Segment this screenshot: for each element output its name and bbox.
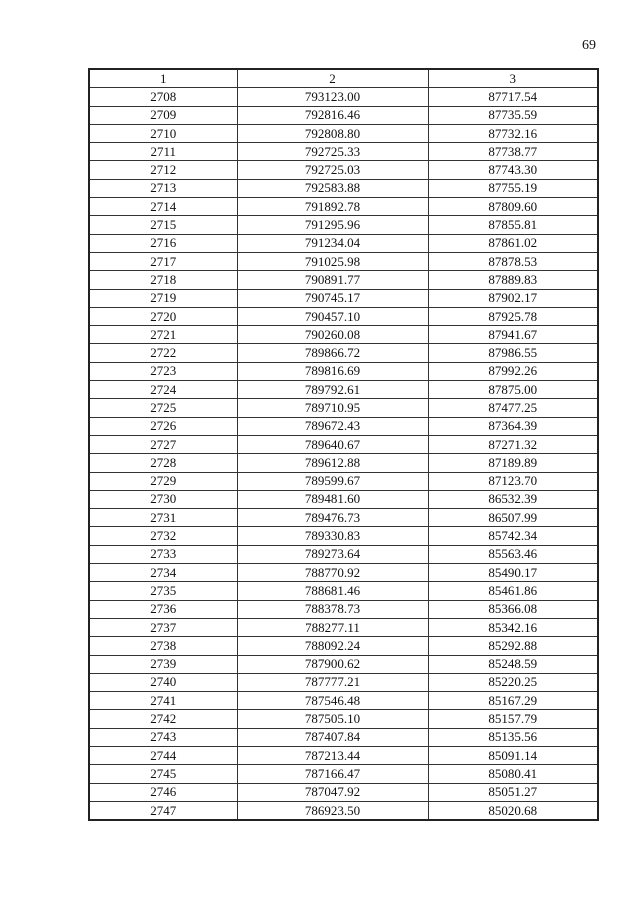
- table-cell-col-3: 87875.00: [428, 381, 598, 399]
- table-cell-col-3: 87855.81: [428, 216, 598, 234]
- table-cell-col-2: 789640.67: [237, 435, 428, 453]
- table-cell-col-1: 2738: [89, 637, 237, 655]
- table-cell-col-2: 789476.73: [237, 509, 428, 527]
- table-cell-col-1: 2730: [89, 490, 237, 508]
- table-cell-col-3: 87364.39: [428, 417, 598, 435]
- table-cell-col-2: 789866.72: [237, 344, 428, 362]
- table-cell-col-2: 789612.88: [237, 454, 428, 472]
- table-cell-col-2: 792816.46: [237, 106, 428, 124]
- table-row: [89, 252, 598, 270]
- table-cell-col-3: 85051.27: [428, 783, 598, 801]
- table-row: [89, 582, 598, 600]
- table-cell-col-2: 790260.08: [237, 326, 428, 344]
- table-cell-col-2: 793123.00: [237, 88, 428, 106]
- table-row: [89, 454, 598, 472]
- table-cell-col-3: 85742.34: [428, 527, 598, 545]
- table-cell-col-2: 791892.78: [237, 198, 428, 216]
- table-cell-col-2: 790891.77: [237, 271, 428, 289]
- column-header-3: 3: [428, 69, 598, 88]
- table-row: [89, 216, 598, 234]
- table-cell-col-3: 87755.19: [428, 179, 598, 197]
- column-header-2: 2: [237, 69, 428, 88]
- table-cell-col-1: 2737: [89, 618, 237, 636]
- table-cell-col-1: 2742: [89, 710, 237, 728]
- table-cell-col-3: 85292.88: [428, 637, 598, 655]
- table-cell-col-2: 787777.21: [237, 673, 428, 691]
- table-cell-col-3: 87861.02: [428, 234, 598, 252]
- table-cell-col-1: 2724: [89, 381, 237, 399]
- table-cell-col-3: 85461.86: [428, 582, 598, 600]
- table-cell-col-2: 790745.17: [237, 289, 428, 307]
- table-cell-col-1: 2732: [89, 527, 237, 545]
- table-cell-col-1: 2717: [89, 252, 237, 270]
- table-row: [89, 326, 598, 344]
- table-cell-col-2: 792583.88: [237, 179, 428, 197]
- table-row: [89, 728, 598, 746]
- table-cell-col-3: 87735.59: [428, 106, 598, 124]
- table-cell-col-1: 2716: [89, 234, 237, 252]
- table-cell-col-3: 87738.77: [428, 143, 598, 161]
- table-cell-col-3: 85220.25: [428, 673, 598, 691]
- table-cell-col-2: 792725.33: [237, 143, 428, 161]
- table-cell-col-1: 2746: [89, 783, 237, 801]
- table-cell-col-3: 87889.83: [428, 271, 598, 289]
- table-row: [89, 198, 598, 216]
- table-cell-col-3: 85091.14: [428, 746, 598, 764]
- table-cell-col-3: 87189.89: [428, 454, 598, 472]
- table-cell-col-1: 2741: [89, 692, 237, 710]
- table-row: [89, 765, 598, 783]
- page-number: 69: [582, 38, 596, 53]
- table-cell-col-2: 788378.73: [237, 600, 428, 618]
- table-cell-col-1: 2710: [89, 124, 237, 142]
- table-cell-col-1: 2727: [89, 435, 237, 453]
- table-cell-col-2: 788681.46: [237, 582, 428, 600]
- table-cell-col-2: 787166.47: [237, 765, 428, 783]
- table-cell-col-2: 790457.10: [237, 307, 428, 325]
- table-cell-col-1: 2740: [89, 673, 237, 691]
- table-cell-col-1: 2747: [89, 801, 237, 820]
- table-row: [89, 545, 598, 563]
- table-body: [89, 88, 598, 820]
- table-cell-col-2: 787407.84: [237, 728, 428, 746]
- table-cell-col-3: 85080.41: [428, 765, 598, 783]
- table-cell-col-2: 789273.64: [237, 545, 428, 563]
- table-row: [89, 106, 598, 124]
- table-cell-col-1: 2718: [89, 271, 237, 289]
- table-cell-col-2: 789672.43: [237, 417, 428, 435]
- table-cell-col-3: 85157.79: [428, 710, 598, 728]
- table-row: [89, 234, 598, 252]
- table-cell-col-2: 787900.62: [237, 655, 428, 673]
- table-cell-col-1: 2712: [89, 161, 237, 179]
- table-header-row: [89, 69, 598, 88]
- coordinates-table-container: [88, 68, 597, 821]
- table-cell-col-2: 789481.60: [237, 490, 428, 508]
- table-cell-col-1: 2735: [89, 582, 237, 600]
- table-cell-col-1: 2725: [89, 399, 237, 417]
- table-cell-col-1: 2723: [89, 362, 237, 380]
- table-cell-col-1: 2708: [89, 88, 237, 106]
- table-cell-col-1: 2720: [89, 307, 237, 325]
- table-cell-col-3: 87902.17: [428, 289, 598, 307]
- table-row: [89, 307, 598, 325]
- table-cell-col-1: 2721: [89, 326, 237, 344]
- table-row: [89, 124, 598, 142]
- table-cell-col-1: 2714: [89, 198, 237, 216]
- table-row: [89, 710, 598, 728]
- table-cell-col-3: 85135.56: [428, 728, 598, 746]
- table-cell-col-1: 2728: [89, 454, 237, 472]
- table-row: [89, 472, 598, 490]
- table-row: [89, 783, 598, 801]
- table-cell-col-2: 792725.03: [237, 161, 428, 179]
- table-cell-col-3: 87732.16: [428, 124, 598, 142]
- table-cell-col-3: 87271.32: [428, 435, 598, 453]
- table-cell-col-1: 2719: [89, 289, 237, 307]
- table-cell-col-3: 85490.17: [428, 564, 598, 582]
- table-row: [89, 801, 598, 820]
- table-cell-col-2: 787546.48: [237, 692, 428, 710]
- table-cell-col-2: 788770.92: [237, 564, 428, 582]
- table-cell-col-2: 787047.92: [237, 783, 428, 801]
- table-cell-col-3: 85020.68: [428, 801, 598, 820]
- table-row: [89, 417, 598, 435]
- table-cell-col-2: 787213.44: [237, 746, 428, 764]
- table-cell-col-1: 2722: [89, 344, 237, 362]
- table-row: [89, 527, 598, 545]
- table-cell-col-3: 87941.67: [428, 326, 598, 344]
- table-row: [89, 289, 598, 307]
- table-cell-col-1: 2731: [89, 509, 237, 527]
- table-cell-col-1: 2736: [89, 600, 237, 618]
- table-row: [89, 746, 598, 764]
- table-cell-col-3: 85342.16: [428, 618, 598, 636]
- table-cell-col-2: 787505.10: [237, 710, 428, 728]
- table-row: [89, 161, 598, 179]
- table-cell-col-3: 87809.60: [428, 198, 598, 216]
- table-cell-col-2: 791025.98: [237, 252, 428, 270]
- table-cell-col-1: 2713: [89, 179, 237, 197]
- table-row: [89, 692, 598, 710]
- table-cell-col-1: 2726: [89, 417, 237, 435]
- table-cell-col-3: 87878.53: [428, 252, 598, 270]
- table-cell-col-2: 791295.96: [237, 216, 428, 234]
- table-cell-col-3: 85248.59: [428, 655, 598, 673]
- table-cell-col-3: 85366.08: [428, 600, 598, 618]
- column-header-1: 1: [89, 69, 237, 88]
- table-cell-col-2: 789816.69: [237, 362, 428, 380]
- table-cell-col-3: 87743.30: [428, 161, 598, 179]
- table-cell-col-1: 2739: [89, 655, 237, 673]
- table-cell-col-2: 792808.80: [237, 124, 428, 142]
- coordinates-table: [88, 68, 599, 821]
- table-row: [89, 490, 598, 508]
- table-cell-col-3: 87123.70: [428, 472, 598, 490]
- table-row: [89, 381, 598, 399]
- table-row: [89, 618, 598, 636]
- table-cell-col-2: 786923.50: [237, 801, 428, 820]
- table-cell-col-3: 87992.26: [428, 362, 598, 380]
- table-cell-col-2: 789792.61: [237, 381, 428, 399]
- table-cell-col-1: 2744: [89, 746, 237, 764]
- table-row: [89, 435, 598, 453]
- table-cell-col-3: 86532.39: [428, 490, 598, 508]
- table-row: [89, 88, 598, 106]
- table-row: [89, 564, 598, 582]
- table-row: [89, 362, 598, 380]
- table-row: [89, 655, 598, 673]
- table-row: [89, 143, 598, 161]
- table-cell-col-2: 788092.24: [237, 637, 428, 655]
- table-cell-col-1: 2734: [89, 564, 237, 582]
- table-cell-col-3: 87925.78: [428, 307, 598, 325]
- table-cell-col-2: 788277.11: [237, 618, 428, 636]
- table-cell-col-1: 2715: [89, 216, 237, 234]
- table-row: [89, 600, 598, 618]
- table-cell-col-2: 789330.83: [237, 527, 428, 545]
- table-row: [89, 673, 598, 691]
- table-row: [89, 344, 598, 362]
- table-row: [89, 399, 598, 417]
- table-cell-col-1: 2709: [89, 106, 237, 124]
- table-cell-col-1: 2711: [89, 143, 237, 161]
- table-row: [89, 509, 598, 527]
- table-cell-col-3: 85563.46: [428, 545, 598, 563]
- table-row: [89, 637, 598, 655]
- table-cell-col-2: 789710.95: [237, 399, 428, 417]
- table-row: [89, 271, 598, 289]
- table-cell-col-2: 791234.04: [237, 234, 428, 252]
- table-row: [89, 179, 598, 197]
- table-cell-col-3: 87717.54: [428, 88, 598, 106]
- table-cell-col-1: 2729: [89, 472, 237, 490]
- table-cell-col-3: 87986.55: [428, 344, 598, 362]
- table-cell-col-3: 85167.29: [428, 692, 598, 710]
- table-cell-col-3: 86507.99: [428, 509, 598, 527]
- table-cell-col-1: 2743: [89, 728, 237, 746]
- table-cell-col-1: 2745: [89, 765, 237, 783]
- table-cell-col-3: 87477.25: [428, 399, 598, 417]
- table-cell-col-2: 789599.67: [237, 472, 428, 490]
- table-cell-col-1: 2733: [89, 545, 237, 563]
